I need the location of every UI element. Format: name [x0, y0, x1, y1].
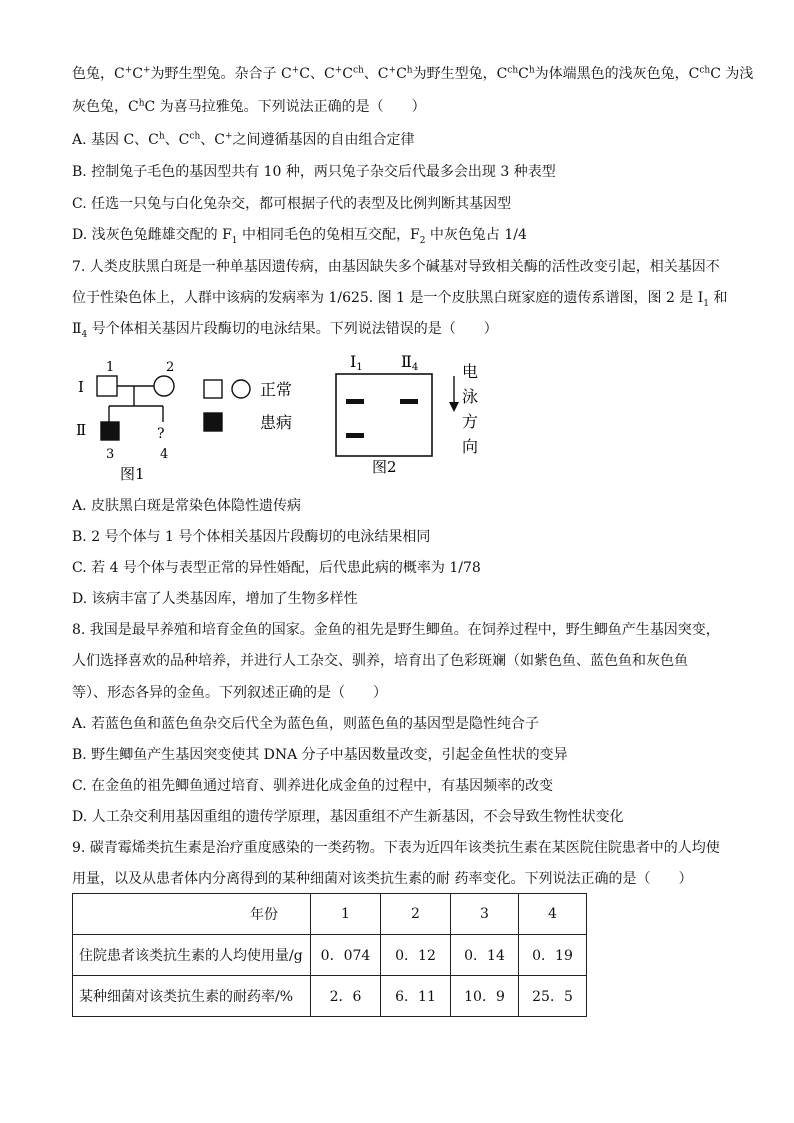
individual-number-3: 3 — [106, 447, 115, 462]
q9-stem-line-1: 9. 碳青霉烯类抗生素是治疗重度感染的一类药物。下表为近四年该类抗生素在某医院住院患者中的人均使 — [72, 840, 720, 856]
q8-option-d: D. 人工杂交利用基因重组的遗传学原理，基因重组不产生新基因，不会导致生物性状变化 — [72, 809, 624, 825]
table-header-cell: 2 — [381, 894, 451, 935]
individual-number-1: 1 — [106, 360, 115, 375]
legend-affected-male — [204, 413, 222, 431]
table-cell: 0．12 — [381, 935, 451, 976]
q7-option-b: B. 2 号个体与 1 号个体相关基因片段酶切的电泳结果相同 — [72, 529, 431, 545]
individual-number-4: 4 — [160, 447, 169, 462]
q8-option-c: C. 在金鱼的祖先鲫鱼通过培育、驯养进化成金鱼的过程中，有基因频率的改变 — [72, 778, 554, 794]
band-ii4-upper — [400, 399, 418, 404]
table-cell: 6．11 — [381, 976, 451, 1017]
individual-2-female-normal — [154, 376, 174, 396]
table-header-cell: 3 — [451, 894, 519, 935]
q6-stem-line-2: 灰色兔，$C^hC$ 为喜马拉雅兔。下列说法正确的是（ ） — [72, 98, 426, 115]
q6-option-c: C. 任选一只兔与白化兔杂交，都可根据子代的表型及比例判断其基因型 — [72, 196, 512, 212]
legend-normal-male — [204, 380, 222, 398]
q8-stem-line-2: 人们选择喜欢的品种培养，并进行人工杂交、驯养，培育出了色彩斑斓（如紫色鱼、蓝色鱼和灰色鱼 — [72, 653, 688, 669]
individual-3-male-affected — [101, 422, 119, 440]
figure-2-electrophoresis — [330, 350, 490, 482]
q8-stem-line-1: 8. 我国是最早养殖和培育金鱼的国家。金鱼的祖先是野生鲫鱼。在饲养过程中，野生鲫鱼产生基因突变， — [72, 622, 720, 638]
q8-option-b: B. 野生鲫鱼产生基因突变使其 DNA 分子中基因数量改变，引起金鱼性状的变异 — [72, 747, 568, 763]
table-cell: 0．19 — [519, 935, 587, 976]
table-row-label: 住院患者该类抗生素的人均使用量/g — [73, 935, 311, 976]
antibiotic-table — [72, 893, 587, 1017]
direction-char-4: 向 — [462, 437, 479, 456]
q7-option-d: D. 该病丰富了人类基因库，增加了生物多样性 — [72, 591, 358, 607]
q7-option-c: C. 若 4 号个体与表型正常的异性婚配，后代患此病的概率为 1/78 — [72, 560, 481, 576]
direction-char-2: 泳 — [462, 387, 479, 406]
band-i1-lower — [346, 433, 364, 438]
q6-option-a: A. 基因 C、$C^h$、$C^{ch}$、C+之间遵循基因的自由组合定律 — [72, 131, 415, 148]
figure-1-caption: 图1 — [120, 465, 145, 483]
q8-stem-line-3: 等）、形态各异的金鱼。下列叙述正确的是（ ） — [72, 685, 387, 701]
legend-ill-label: 患病 — [260, 413, 293, 432]
table-row — [73, 976, 587, 1017]
table-header-cell: 4 — [519, 894, 587, 935]
table-row — [73, 935, 587, 976]
individual-1-male-normal — [97, 376, 117, 396]
q8-option-a: A. 若蓝色鱼和蓝色鱼杂交后代全为蓝色鱼，则蓝色鱼的基因型是隐性纯合子 — [72, 716, 540, 732]
table-cell: 0．074 — [311, 935, 381, 976]
q7-stem-line-3: $Ⅱ_4$ 号个体相关基因片段酶切的电泳结果。下列说法错误的是（ ） — [72, 321, 498, 340]
q7-option-a: A. 皮肤黑白斑是常染色体隐性遗传病 — [72, 498, 302, 514]
figure-1-pedigree — [70, 352, 310, 484]
direction-char-1: 电 — [462, 362, 479, 381]
band-i1-upper — [346, 399, 364, 404]
table-header-row — [73, 894, 587, 935]
direction-arrow-icon — [449, 402, 459, 412]
table-cell: 2．6 — [311, 976, 381, 1017]
q7-stem-line-2: 位于性染色体上，人群中该病的发病率为 1/625. 图 1 是一个皮肤黑白斑家庭的遗传系谱图，图 2 是 $I_1$ 和 — [72, 290, 728, 309]
individual-number-2: 2 — [166, 360, 175, 375]
individual-4-unknown: ? — [157, 426, 165, 442]
table-cell: 0．14 — [451, 935, 519, 976]
q7-stem-line-1: 7. 人类皮肤黑白斑是一种单基因遗传病，由基因缺失多个碱基对导致相关酶的活性改变引起，相关基因不 — [72, 259, 720, 275]
table-cell: 25．5 — [519, 976, 587, 1017]
legend-normal-female — [232, 380, 250, 398]
lane-label-ii4: Ⅱ4 — [401, 352, 419, 373]
q6-option-b: B. 控制兔子毛色的基因型共有 10 种，两只兔子杂交后代最多会出现 3 种表型 — [72, 164, 556, 180]
gel-frame — [336, 374, 432, 456]
q6-stem-line-1: 色兔，C+C+为野生型兔。杂合子 C+C、$C^+C^{ch}$、$C^+C^h$为野生型兔，$C^{ch}C^h$为体端黑色的浅灰色兔，$C^{ch}C$ 为浅 — [72, 65, 754, 82]
figure-2-caption: 图2 — [372, 458, 397, 476]
lane-label-i1: I1 — [350, 352, 363, 373]
table-cell: 10．9 — [451, 976, 519, 1017]
direction-char-3: 方 — [462, 412, 479, 431]
q9-stem-line-2: 用量，以及从患者体内分离得到的某种细菌对该类抗生素的耐 药率变化。下列说法正确的是（ ） — [72, 871, 693, 887]
generation-label-2: Ⅱ — [76, 421, 87, 439]
table-header-cell: 1 — [311, 894, 381, 935]
legend-normal-label: 正常 — [260, 380, 293, 399]
table-row-label: 某种细菌对该类抗生素的耐药率/% — [73, 976, 311, 1017]
table-header-cell: 年份 — [73, 894, 311, 935]
generation-label-1: I — [78, 378, 84, 396]
q6-option-d: D. 浅灰色兔雌雄交配的 $F_1$ 中相同毛色的兔相互交配，$F_2$ 中灰色兔占 1/4 — [72, 227, 527, 246]
